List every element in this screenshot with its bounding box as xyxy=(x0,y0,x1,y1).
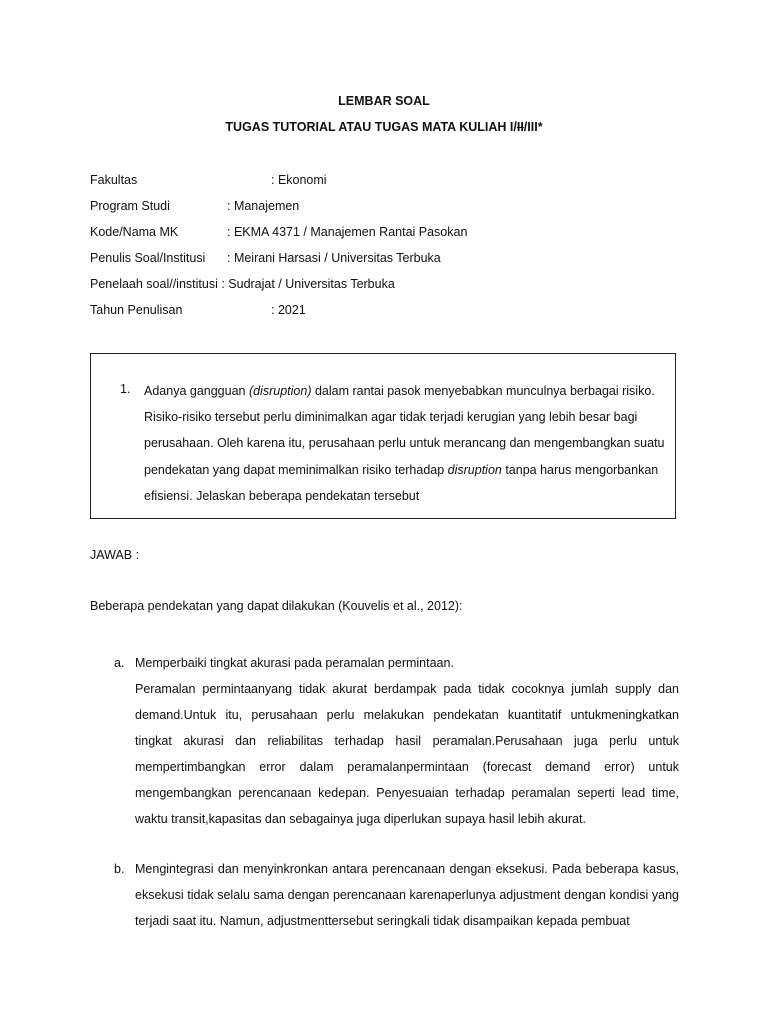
question-text-part: tanpa harus mengorbankan efisiensi. Jelaskan beberapa pendekatan tersebut xyxy=(144,462,659,503)
subtitle-text-end: /III* xyxy=(523,120,543,134)
answer-item-heading: Memperbaiki tingkat akurasi pada peramalan permintaan. xyxy=(135,656,454,670)
answer-label: JAWAB : xyxy=(90,548,140,562)
answer-intro: Beberapa pendekatan yang dapat dilakukan (Kouvelis et al., 2012): xyxy=(90,599,463,613)
meta-value: : Manajemen xyxy=(227,199,300,213)
answer-item-body: Peramalan permintaanyang tidak akurat berdampak pada tidak cocoknya jumlah supply dan demand.Untuk itu, perusahaan perlu melakukan pendekatan kuantitatif untukmeningkatkan tingkat akurasi dan reliabilitas terhadap hasil peramalan.Perusahaan juga perlu untuk mempertimbangkan error dalam peramalanpermintaan (forecast demand error) untuk mengembangkan perencanaan kedepan. Penyesuaian terhadap peramalan seperti lead time, waktu transit,kapasitas dan sebagainya juga diperlukan supaya hasil lebih akurat. xyxy=(135,682,679,826)
meta-value: : Ekonomi xyxy=(271,173,327,187)
meta-label: Tahun Penulisan xyxy=(90,303,183,317)
meta-text: Penelaah soal//institusi : Sudrajat / Universitas Terbuka xyxy=(90,277,395,291)
list-marker: b. xyxy=(114,862,125,876)
question-italic-term: (disruption) xyxy=(248,384,312,398)
answer-item-text: Mengintegrasi dan menyinkronkan antara perencanaan dengan eksekusi. Pada beberapa kasus, eksekusi tidak selalu sama dengan perencanaan karenaperlunya adjustment dengan kondisi yang terjadi saat itu. Namun, adjustmenttersebut seringkali tidak disampaikan kepada pembuat xyxy=(135,862,679,928)
document-title: LEMBAR SOAL xyxy=(338,94,430,108)
document-subtitle xyxy=(0,120,768,134)
list-marker: a. xyxy=(114,656,125,670)
question-text xyxy=(144,378,674,509)
meta-label: Program Studi xyxy=(90,199,170,213)
answer-item-text xyxy=(135,650,679,832)
meta-value: : Meirani Harsasi / Universitas Terbuka xyxy=(227,251,441,265)
question-text-part: dalam rantai pasok menyebabkan munculnya berbagai risiko. Risiko-risiko tersebut perlu diminimalkan agar tidak terjadi kerugian yang lebih besar bagi perusahaan. Oleh karena itu, perusahaan perlu untuk merancang dan mengembangkan suatu pendekatan yang dapat meminimalkan risiko terhadap xyxy=(144,384,665,477)
subtitle-text: TUGAS TUTORIAL ATAU TUGAS MATA KULIAH I/ xyxy=(225,120,517,134)
meta-value: : EKMA 4371 / Manajemen Rantai Pasokan xyxy=(227,225,468,239)
subtitle-struck-text: II xyxy=(516,120,524,134)
meta-label: Kode/Nama MK xyxy=(90,225,179,239)
meta-label: Penulis Soal/Institusi xyxy=(90,251,206,265)
meta-value: : 2021 xyxy=(271,303,306,317)
question-italic-term: disruption xyxy=(447,462,502,477)
question-number: 1. xyxy=(120,382,131,396)
question-text-part: Adanya gangguan xyxy=(144,384,249,398)
meta-label: Fakultas xyxy=(90,173,138,187)
question-box xyxy=(90,353,676,519)
